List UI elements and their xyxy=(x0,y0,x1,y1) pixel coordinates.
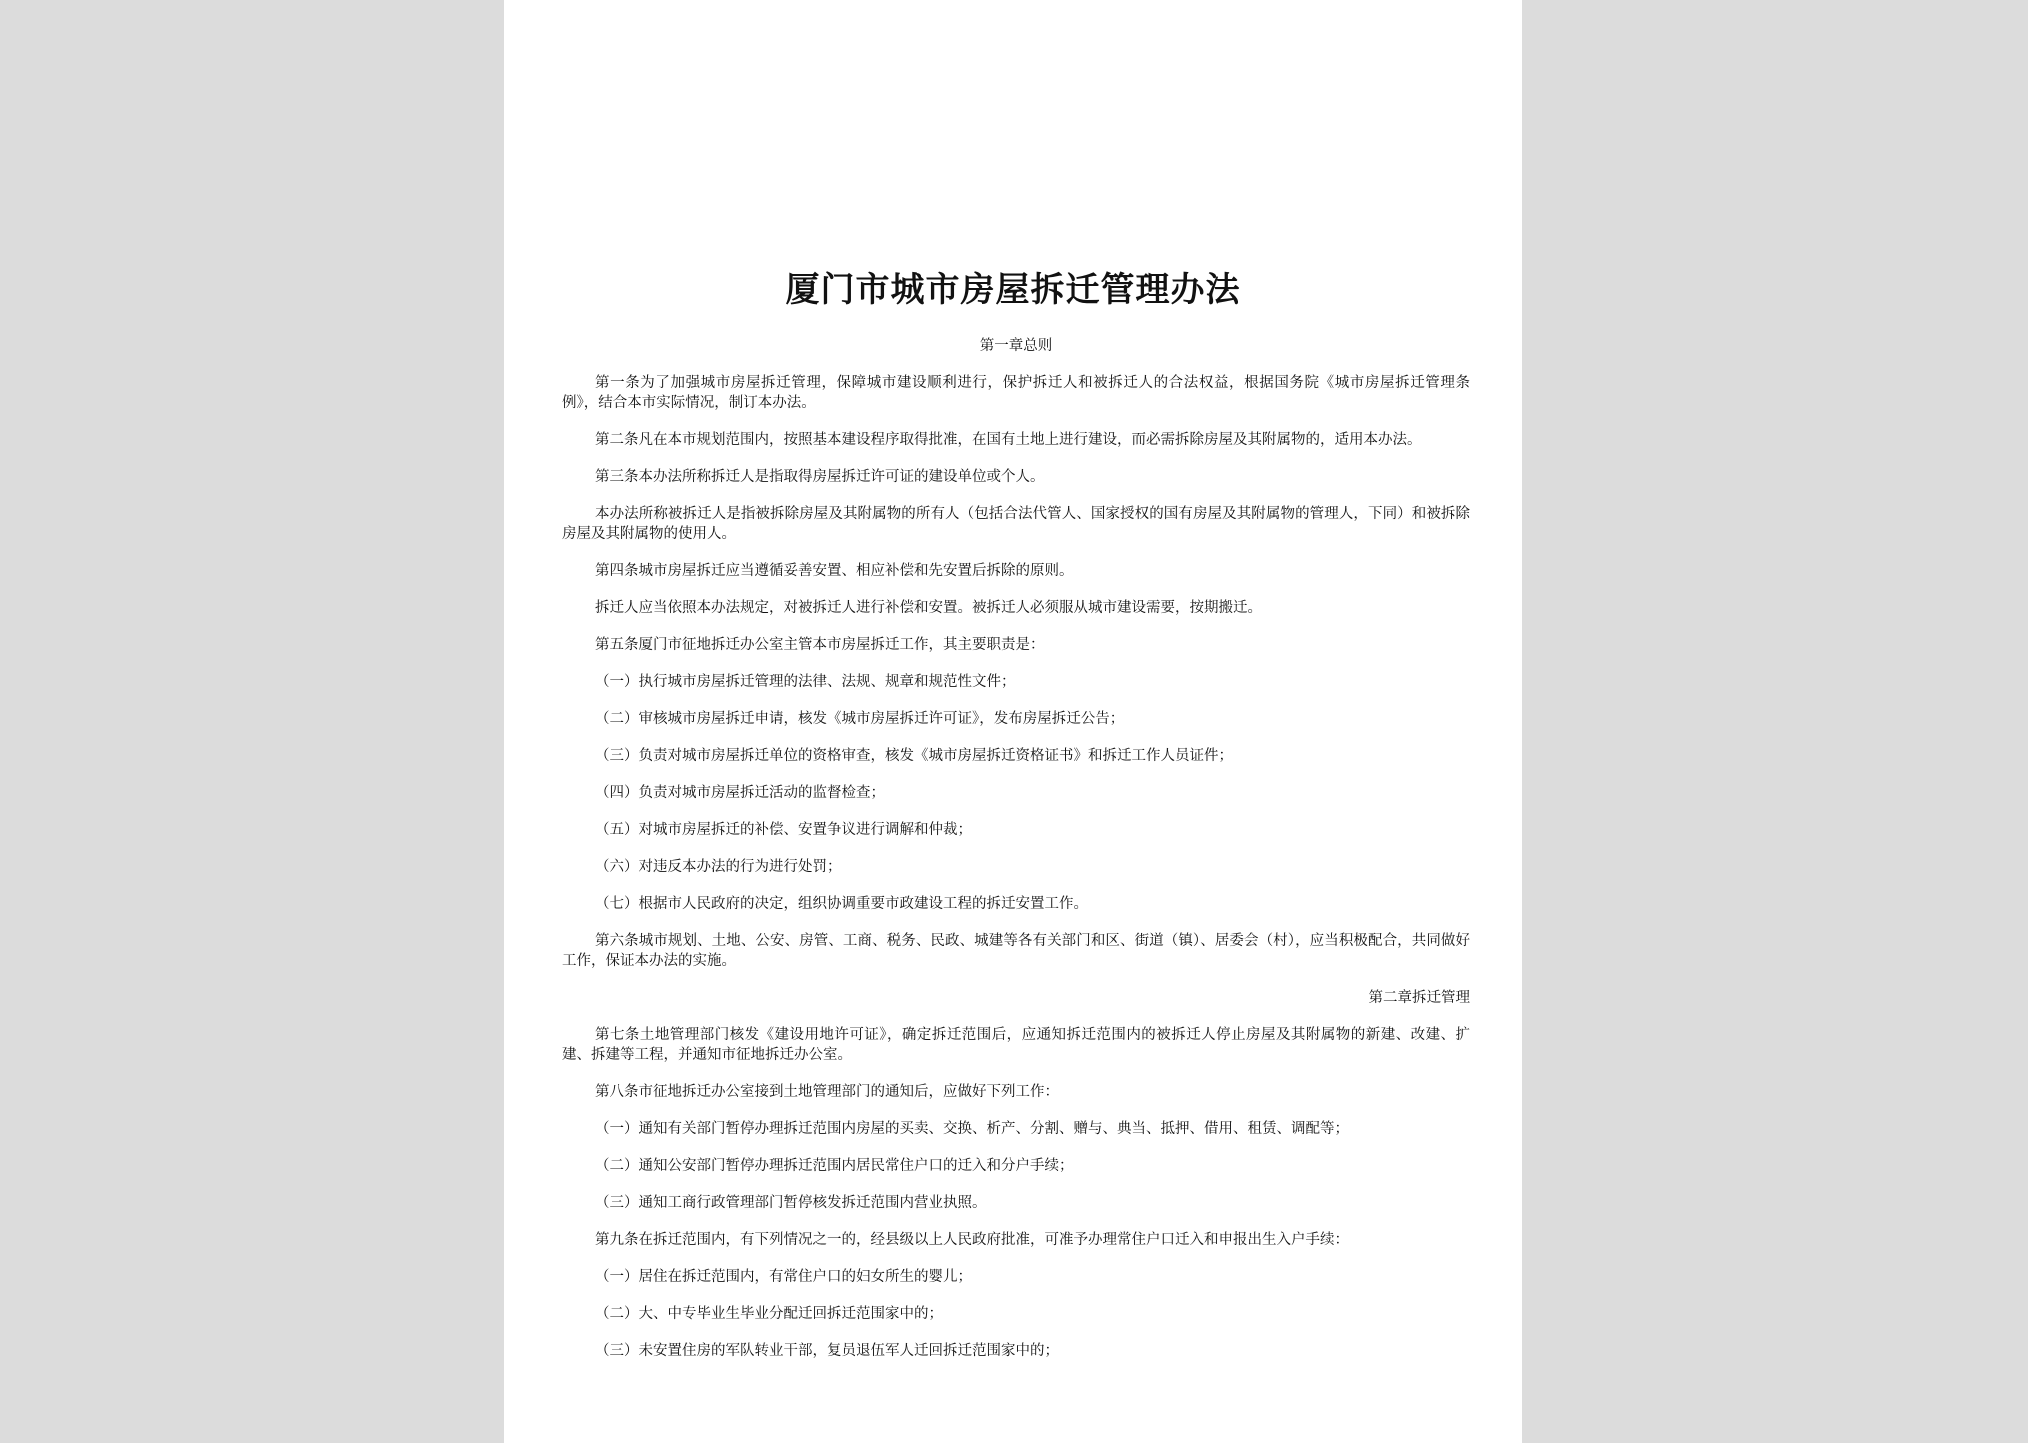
article-paragraph: 第四条城市房屋拆迁应当遵循妥善安置、相应补偿和先安置后拆除的原则。 xyxy=(595,563,1074,579)
document-body xyxy=(562,336,1470,1378)
list-item: （六）对违反本办法的行为进行处罚； xyxy=(595,859,842,875)
list-item: （一）居住在拆迁范围内，有常住户口的妇女所生的婴儿； xyxy=(595,1269,972,1285)
chapter-heading: 第二章拆迁管理 xyxy=(1368,990,1470,1006)
list-item: （二）通知公安部门暂停办理拆迁范围内居民常住户口的迁入和分户手续； xyxy=(595,1158,1074,1174)
list-item: （五）对城市房屋拆迁的补偿、安置争议进行调解和仲裁； xyxy=(595,822,972,838)
article-paragraph: 第二条凡在本市规划范围内，按照基本建设程序取得批准，在国有土地上进行建设，而必需拆除房屋及其附属物的，适用本办法。 xyxy=(595,432,1422,448)
list-item: （四）负责对城市房屋拆迁活动的监督检查； xyxy=(595,785,885,801)
list-item: （一）通知有关部门暂停办理拆迁范围内房屋的买卖、交换、析产、分割、赠与、典当、抵押、借用、租赁、调配等； xyxy=(595,1121,1349,1137)
article-paragraph: 拆迁人应当依照本办法规定，对被拆迁人进行补偿和安置。被拆迁人必须服从城市建设需要，按期搬迁。 xyxy=(595,600,1262,616)
article-paragraph: 第九条在拆迁范围内，有下列情况之一的，经县级以上人民政府批准，可准予办理常住户口迁入和申报出生入户手续： xyxy=(595,1232,1349,1248)
article-paragraph: 第八条市征地拆迁办公室接到土地管理部门的通知后，应做好下列工作： xyxy=(595,1084,1059,1100)
list-item: （一）执行城市房屋拆迁管理的法律、法规、规章和规范性文件； xyxy=(595,674,1016,690)
list-item: （二）大、中专毕业生毕业分配迁回拆迁范围家中的； xyxy=(595,1306,943,1322)
article-paragraph: 本办法所称被拆迁人是指被拆除房屋及其附属物的所有人（包括合法代管人、国家授权的国有房屋及其附属物的管理人，下同）和被拆除房屋及其附属物的使用人。 xyxy=(562,506,1470,542)
article-paragraph: 第六条城市规划、土地、公安、房管、工商、税务、民政、城建等各有关部门和区、街道（镇）、居委会（村），应当积极配合，共同做好工作，保证本办法的实施。 xyxy=(562,933,1470,969)
chapter-heading: 第一章总则 xyxy=(979,338,1053,354)
list-item: （三）未安置住房的军队转业干部，复员退伍军人迁回拆迁范围家中的； xyxy=(595,1343,1059,1359)
article-paragraph: 第一条为了加强城市房屋拆迁管理，保障城市建设顺利进行，保护拆迁人和被拆迁人的合法权益，根据国务院《城市房屋拆迁管理条例》，结合本市实际情况，制订本办法。 xyxy=(562,375,1470,411)
document-page xyxy=(504,0,1522,1443)
article-paragraph: 第三条本办法所称拆迁人是指取得房屋拆迁许可证的建设单位或个人。 xyxy=(595,469,1045,485)
document-title: 厦门市城市房屋拆迁管理办法 xyxy=(785,270,1241,310)
list-item: （七）根据市人民政府的决定，组织协调重要市政建设工程的拆迁安置工作。 xyxy=(595,896,1088,912)
list-item: （二）审核城市房屋拆迁申请，核发《城市房屋拆迁许可证》，发布房屋拆迁公告； xyxy=(595,711,1125,727)
article-paragraph: 第五条厦门市征地拆迁办公室主管本市房屋拆迁工作，其主要职责是： xyxy=(595,637,1045,653)
list-item: （三）负责对城市房屋拆迁单位的资格审查，核发《城市房屋拆迁资格证书》和拆迁工作人员证件； xyxy=(595,748,1233,764)
list-item: （三）通知工商行政管理部门暂停核发拆迁范围内营业执照。 xyxy=(595,1195,987,1211)
article-paragraph: 第七条土地管理部门核发《建设用地许可证》，确定拆迁范围后，应通知拆迁范围内的被拆迁人停止房屋及其附属物的新建、改建、扩建、拆建等工程，并通知市征地拆迁办公室。 xyxy=(562,1027,1470,1063)
